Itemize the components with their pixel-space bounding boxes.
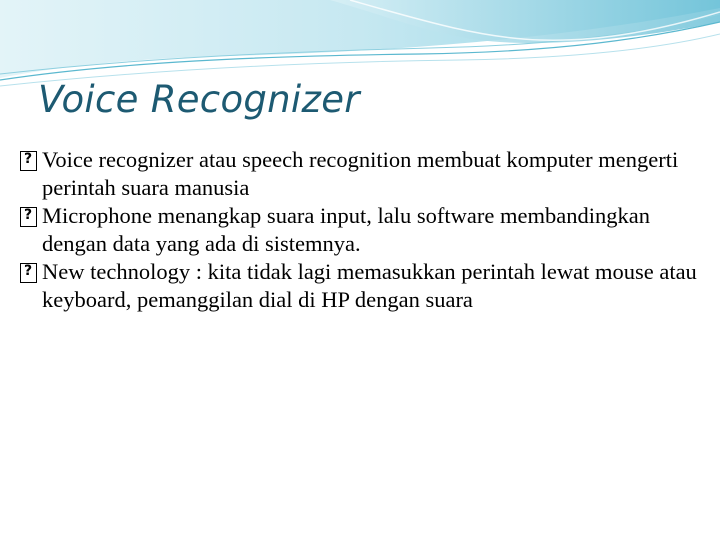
missing-glyph-bullet-icon (20, 151, 37, 171)
missing-glyph-bullet-icon (20, 263, 37, 283)
bullet-item (20, 258, 700, 314)
missing-glyph-bullet-icon (20, 207, 37, 227)
bullet-item (20, 146, 700, 202)
bullet-text: Microphone menangkap suara input, lalu software membandingkan dengan data yang ada di sistemnya. (42, 203, 650, 256)
wave-header-decoration (0, 0, 720, 90)
bullet-text: New technology : kita tidak lagi memasukkan perintah lewat mouse atau keyboard, pemanggilan dial di HP dengan suara (42, 259, 697, 312)
slide-title: Voice Recognizer (38, 78, 360, 121)
bullet-item (20, 202, 700, 258)
bullet-text: Voice recognizer atau speech recognition membuat komputer mengerti perintah suara manusia (42, 147, 679, 200)
bullet-list (20, 146, 700, 314)
